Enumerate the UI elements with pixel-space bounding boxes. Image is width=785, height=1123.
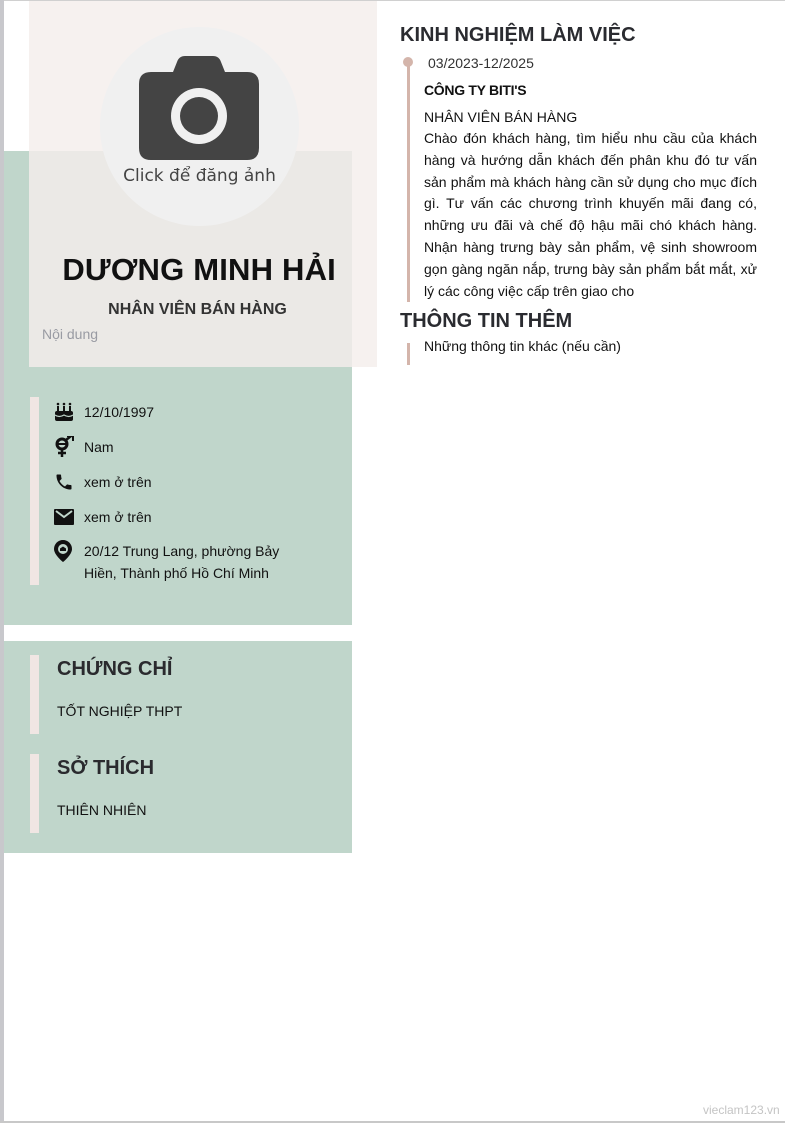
birthday-value: 12/10/1997 (84, 404, 155, 420)
contact-accent-bar (30, 397, 39, 585)
experience-date[interactable]: 03/2023-12/2025 (428, 55, 534, 71)
camera-icon (139, 56, 259, 160)
photo-upload[interactable] (100, 27, 299, 226)
experience-heading: KINH NGHIỆM LÀM VIỆC (400, 24, 636, 46)
experience-description[interactable]: Chào đón khách hàng, tìm hiểu nhu cầu của khách hàng và hướng dẫn khách đến phân khu đó tư vấn sản phẩm mà khách hàng cần sử dụng cho mục đích gì. Tư vấn các chương trình khuyến mãi đang có, những ưu đãi và chế độ hậu mãi chó khách hàng. Nhận hàng trưng bày sản phẩm, vệ sinh showroom gọn gàng ngăn nắp, trưng bày sản phẩm bắt mắt, xử lý các công việc cấp trên giao cho (424, 130, 757, 299)
phone-value: xem ở trên (84, 474, 152, 490)
certificates-accent-bar (30, 655, 39, 734)
summary-field[interactable]: Nội dung (42, 326, 99, 342)
photo-upload-label: Click để đăng ảnh (123, 166, 276, 186)
gender-value: Nam (84, 439, 114, 455)
address-value: 20/12 Trung Lang, phường Bảy Hiền, Thành phố Hồ Chí Minh (84, 543, 280, 581)
experience-role[interactable]: NHÂN VIÊN BÁN HÀNG (424, 109, 578, 125)
additional-info-text[interactable]: Những thông tin khác (nếu cần) (424, 338, 621, 354)
email-value: xem ở trên (84, 509, 152, 525)
phone-icon (54, 471, 84, 493)
email-icon (54, 506, 84, 528)
candidate-name[interactable]: DƯƠNG MINH HẢI (62, 252, 336, 287)
additional-info-accent-bar (407, 343, 410, 365)
job-title[interactable]: NHÂN VIÊN BÁN HÀNG (108, 301, 287, 318)
experience-timeline (407, 62, 410, 302)
watermark: vieclam123.vn (703, 1103, 780, 1117)
hobbies-heading: SỞ THÍCH (57, 757, 155, 779)
contact-email[interactable] (54, 506, 294, 528)
additional-info-heading: THÔNG TIN THÊM (400, 310, 573, 332)
contact-phone[interactable] (54, 471, 294, 493)
hobby-item[interactable]: THIÊN NHIÊN (57, 802, 147, 818)
contact-address[interactable] (54, 540, 294, 584)
location-pin-icon (54, 540, 84, 562)
contact-gender[interactable] (54, 436, 294, 458)
birthday-cake-icon (54, 401, 84, 423)
timeline-dot (403, 57, 413, 67)
certificate-item[interactable]: TỐT NGHIỆP THPT (57, 703, 183, 719)
experience-company[interactable]: CÔNG TY BITI'S (424, 82, 527, 98)
hobbies-accent-bar (30, 754, 39, 833)
gender-icon (54, 436, 84, 458)
certificates-heading: CHỨNG CHỈ (57, 658, 173, 680)
contact-birthday[interactable] (54, 401, 294, 423)
